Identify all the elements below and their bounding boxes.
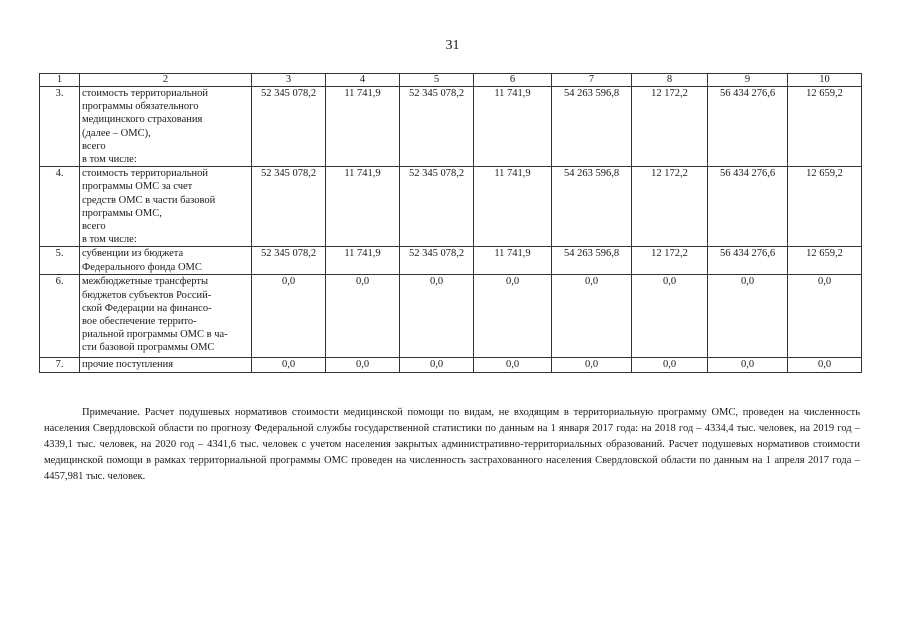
- value-cell: 56 434 276,6: [708, 87, 788, 167]
- value-cell: 0,0: [326, 358, 400, 372]
- value-cell: 0,0: [326, 275, 400, 358]
- value-cell: 54 263 596,8: [552, 247, 632, 275]
- header-cell: 9: [708, 74, 788, 87]
- value-cell: 0,0: [474, 358, 552, 372]
- footnote-text: Примечание. Расчет подушевых нормативов стоимости медицинской помощи по видам, не входящим в территориальную программу ОМС, проведен на численность населения Свердловской области по прогнозу Федеральной службы государственной статистики по данным на 1 января 2017 года: на 2018 год – 4334,4 тыс. человек, на 2019 год – 4339,1 тыс. человек, на 2020 год – 4341,6 тыс. человек с учетом населения закрытых административно-территориальных образований. Расчет подушевых нормативов стоимости медицинской помощи в рамках территориальной программы ОМС проведен на численность застрахованного населения Свердловской области по данным на 1 апреля 2017 года – 4457,981 тыс. человек.: [44, 407, 860, 482]
- value-cell: 11 741,9: [474, 247, 552, 275]
- page-number: 31: [445, 38, 460, 53]
- row-description: стоимость территориальной программы ОМС за счет средств ОМС в части базовой программы ОМС, всего в том числе:: [80, 167, 252, 247]
- row-number: 5.: [40, 247, 80, 275]
- value-cell: 56 434 276,6: [708, 167, 788, 247]
- value-cell: 12 659,2: [788, 167, 862, 247]
- value-cell: 11 741,9: [474, 167, 552, 247]
- table-row: [40, 87, 862, 167]
- value-cell: 12 172,2: [632, 167, 708, 247]
- row-number: 6.: [40, 275, 80, 358]
- table-row: [40, 275, 862, 358]
- header-cell: 10: [788, 74, 862, 87]
- value-cell: 0,0: [552, 358, 632, 372]
- value-cell: 0,0: [708, 358, 788, 372]
- row-description: межбюджетные трансферты бюджетов субъектов Россий- ской Федерации на финансо- вое обеспечение террито- риальной программы ОМС в ча- сти базовой программы ОМС: [80, 275, 252, 358]
- header-cell: 1: [40, 74, 80, 87]
- value-cell: 54 263 596,8: [552, 87, 632, 167]
- row-number: 4.: [40, 167, 80, 247]
- value-cell: 12 659,2: [788, 247, 862, 275]
- header-cell: 8: [632, 74, 708, 87]
- value-cell: 11 741,9: [326, 87, 400, 167]
- value-cell: 12 172,2: [632, 247, 708, 275]
- table-row: [40, 167, 862, 247]
- value-cell: 0,0: [788, 358, 862, 372]
- value-cell: 52 345 078,2: [252, 87, 326, 167]
- value-cell: 11 741,9: [326, 247, 400, 275]
- value-cell: 52 345 078,2: [400, 167, 474, 247]
- footnote: [44, 405, 860, 485]
- row-description: стоимость территориальной программы обязательного медицинского страхования (далее – ОМС), всего в том числе:: [80, 87, 252, 167]
- value-cell: 0,0: [788, 275, 862, 358]
- header-cell: 2: [80, 74, 252, 87]
- value-cell: 0,0: [474, 275, 552, 358]
- value-cell: 0,0: [400, 358, 474, 372]
- value-cell: 52 345 078,2: [252, 247, 326, 275]
- value-cell: 0,0: [252, 358, 326, 372]
- value-cell: 52 345 078,2: [400, 247, 474, 275]
- header-cell: 3: [252, 74, 326, 87]
- value-cell: 11 741,9: [326, 167, 400, 247]
- value-cell: 0,0: [708, 275, 788, 358]
- value-cell: 54 263 596,8: [552, 167, 632, 247]
- header-cell: 7: [552, 74, 632, 87]
- table-row: [40, 247, 862, 275]
- value-cell: 52 345 078,2: [252, 167, 326, 247]
- table-header-row: [40, 74, 862, 87]
- value-cell: 0,0: [400, 275, 474, 358]
- value-cell: 0,0: [632, 358, 708, 372]
- header-cell: 4: [326, 74, 400, 87]
- funding-table: [39, 73, 862, 373]
- value-cell: 0,0: [632, 275, 708, 358]
- row-description: субвенции из бюджета Федерального фонда ОМС: [80, 247, 252, 275]
- value-cell: 12 659,2: [788, 87, 862, 167]
- value-cell: 0,0: [552, 275, 632, 358]
- header-cell: 6: [474, 74, 552, 87]
- value-cell: 56 434 276,6: [708, 247, 788, 275]
- value-cell: 0,0: [252, 275, 326, 358]
- row-number: 7.: [40, 358, 80, 372]
- value-cell: 52 345 078,2: [400, 87, 474, 167]
- row-description: прочие поступления: [80, 358, 252, 372]
- row-number: 3.: [40, 87, 80, 167]
- value-cell: 11 741,9: [474, 87, 552, 167]
- value-cell: 12 172,2: [632, 87, 708, 167]
- table-row: [40, 358, 862, 372]
- header-cell: 5: [400, 74, 474, 87]
